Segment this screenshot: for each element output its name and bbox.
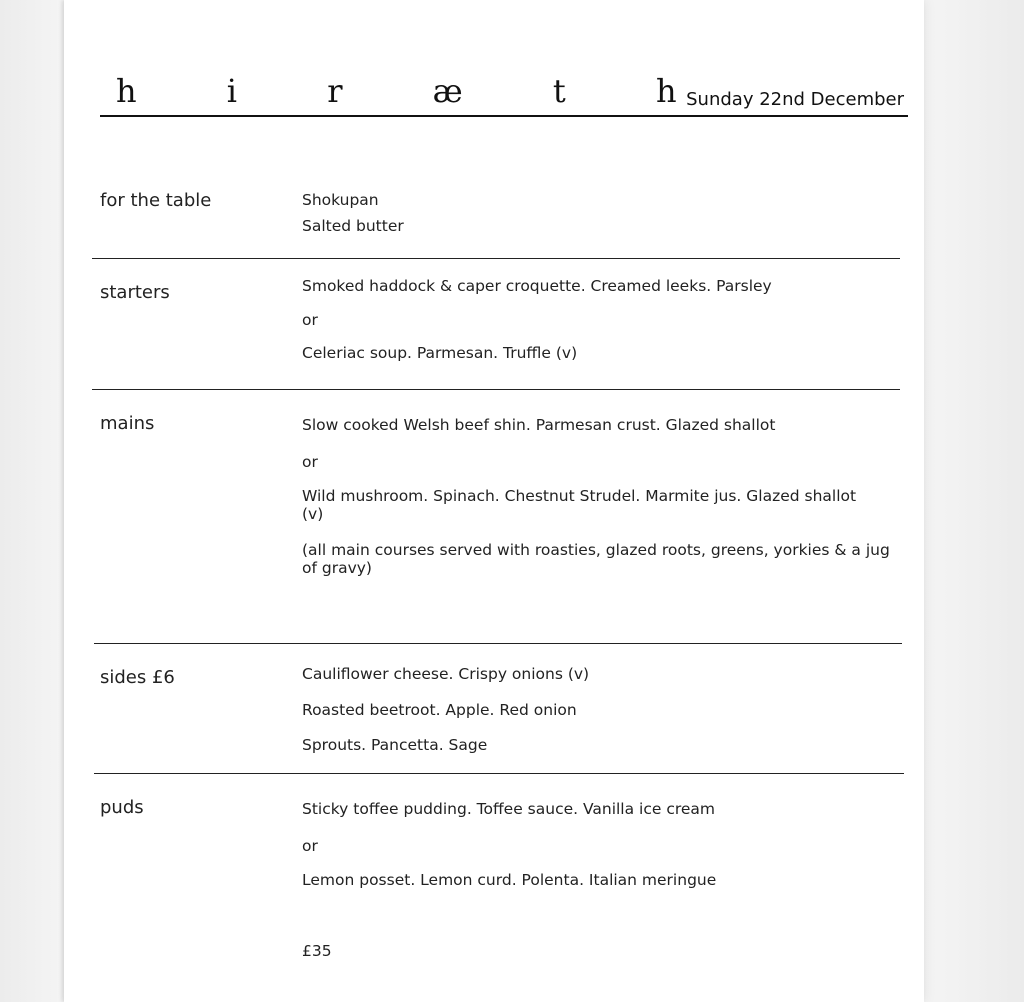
- menu-item-or: or: [302, 311, 318, 329]
- menu-price: £35: [302, 942, 332, 960]
- menu-date: Sunday 22nd December: [686, 89, 904, 110]
- section-divider: [94, 643, 902, 644]
- menu-item: Roasted beetroot. Apple. Red onion: [302, 701, 577, 719]
- menu-item: Slow cooked Welsh beef shin. Parmesan crust. Glazed shallot: [302, 416, 776, 434]
- menu-item-or: or: [302, 453, 318, 471]
- section-divider: [92, 258, 900, 259]
- section-label-starters: starters: [100, 282, 170, 303]
- menu-item: Sprouts. Pancetta. Sage: [302, 736, 488, 754]
- menu-item: Celeriac soup. Parmesan. Truffle (v): [302, 344, 578, 362]
- section-divider: [92, 389, 900, 390]
- menu-item: Wild mushroom. Spinach. Chestnut Strudel. Marmite jus. Glazed shallot (v): [302, 487, 857, 523]
- section-label-mains: mains: [100, 413, 155, 434]
- menu-item-or: or: [302, 837, 318, 855]
- section-label-sides: sides £6: [100, 667, 175, 688]
- header-divider: [100, 115, 908, 117]
- menu-item: Sticky toffee pudding. Toffee sauce. Vanilla ice cream: [302, 800, 716, 818]
- menu-item-note: (all main courses served with roasties, glazed roots, greens, yorkies & a jug of gravy): [302, 541, 890, 577]
- menu-item: Salted butter: [302, 217, 404, 235]
- menu-item: Smoked haddock & caper croquette. Creamed leeks. Parsley: [302, 277, 772, 295]
- section-label-for-the-table: for the table: [100, 190, 212, 211]
- restaurant-logo: h i r æ t h: [116, 72, 717, 110]
- section-label-puds: puds: [100, 797, 144, 818]
- menu-page: [64, 0, 924, 1002]
- section-divider: [94, 773, 904, 774]
- menu-item: Cauliflower cheese. Crispy onions (v): [302, 665, 590, 683]
- menu-item: Shokupan: [302, 191, 379, 209]
- menu-item: Lemon posset. Lemon curd. Polenta. Italian meringue: [302, 871, 717, 889]
